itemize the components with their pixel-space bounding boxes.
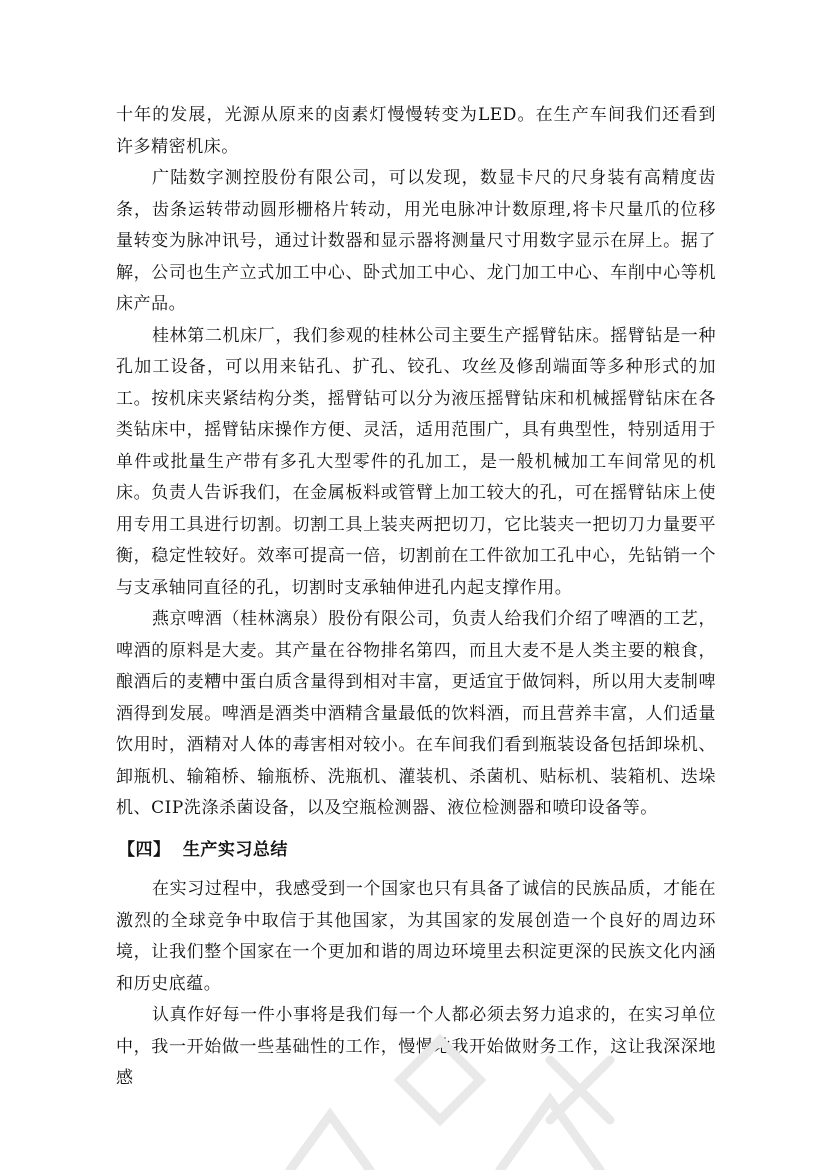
paragraph-2: 广陆数字测控股份有限公司，可以发现，数显卡尺的尺身装有高精度齿条，齿条运转带动圆形栅格片转动，用光电脉冲计数原理,将卡尺量爪的位移量转变为脉冲讯号，通过计数器和显示器将测量尺寸用数字显示在屏上。据了解，公司也生产立式加工中心、卧式加工中心、龙门加工中心、车削中心等机床产品。 bbox=[116, 168, 716, 314]
document-body bbox=[116, 100, 716, 1095]
paragraph-3: 桂林第二机床厂，我们参观的桂林公司主要生产摇臂钻床。摇臂钻是一种孔加工设备，可以用来钻孔、扩孔、铰孔、攻丝及修刮端面等多种形式的加工。按机床夹紧结构分类，摇臂钻可以分为液压摇臂钻床和机械摇臂钻床在各类钻床中，摇臂钻床操作方便、灵活，适用范围广，具有典型性，特别适用于单件或批量生产带有多孔大型零件的孔加工，是一般机械加工车间常见的机床。负责人告诉我们，在金属板料或管臂上加工较大的孔，可在摇臂钻床上使用专用工具进行切割。切割工具上装夹两把切刀，它比装夹一把切刀力量要平衡，稳定性较好。效率可提高一倍，切割前在工件欲加工孔中心，先钻销一个与支承轴同直径的孔，切割时支承轴伸进孔内起支撑作用。 bbox=[116, 325, 716, 598]
section-heading bbox=[118, 835, 716, 867]
paragraph-1: 十年的发展，光源从原来的卤素灯慢慢转变为LED。在生产车间我们还看到许多精密机床。 bbox=[116, 105, 716, 157]
paragraph-4: 燕京啤酒（桂林漓泉）股份有限公司，负责人给我们介绍了啤酒的工艺，啤酒的原料是大麦。其产量在谷物排名第四，而且大麦不是人类主要的粮食，酿酒后的麦糟中蛋白质含量得到相对丰富，更适宜于做饲料，所以用大麦制啤酒得到发展。啤酒是酒类中酒精含量最低的饮料酒，而且营养丰富，人们适量饮用时，酒精对人体的毒害相对较小。在车间我们看到瓶装设备包括卸垛机、卸瓶机、输箱桥、输瓶桥、洗瓶机、灌装机、杀菌机、贴标机、装箱机、迭垛机、CIP洗涤杀菌设备，以及空瓶检测器、液位检测器和喷印设备等。 bbox=[116, 609, 716, 818]
summary-paragraph-1: 在实习过程中，我感受到一个国家也只有具备了诚信的民族品质，才能在激烈的全球竞争中取信于其他国家，为其国家的发展创造一个良好的周边环境，让我们整个国家在一个更加和谐的周边环境里去积淀更深的民族文化内涵和历史底蕴。 bbox=[116, 879, 716, 994]
summary-paragraph-2: 认真作好每一件小事将是我们每一个人都必须去努力追求的，在实习单位中，我一开始做一些基础性的工作，慢慢地我开始做财务工作，这让我深深地感 bbox=[116, 1005, 716, 1088]
section-number: 【四】 bbox=[118, 839, 171, 860]
section-title: 生产实习总结 bbox=[182, 839, 288, 860]
